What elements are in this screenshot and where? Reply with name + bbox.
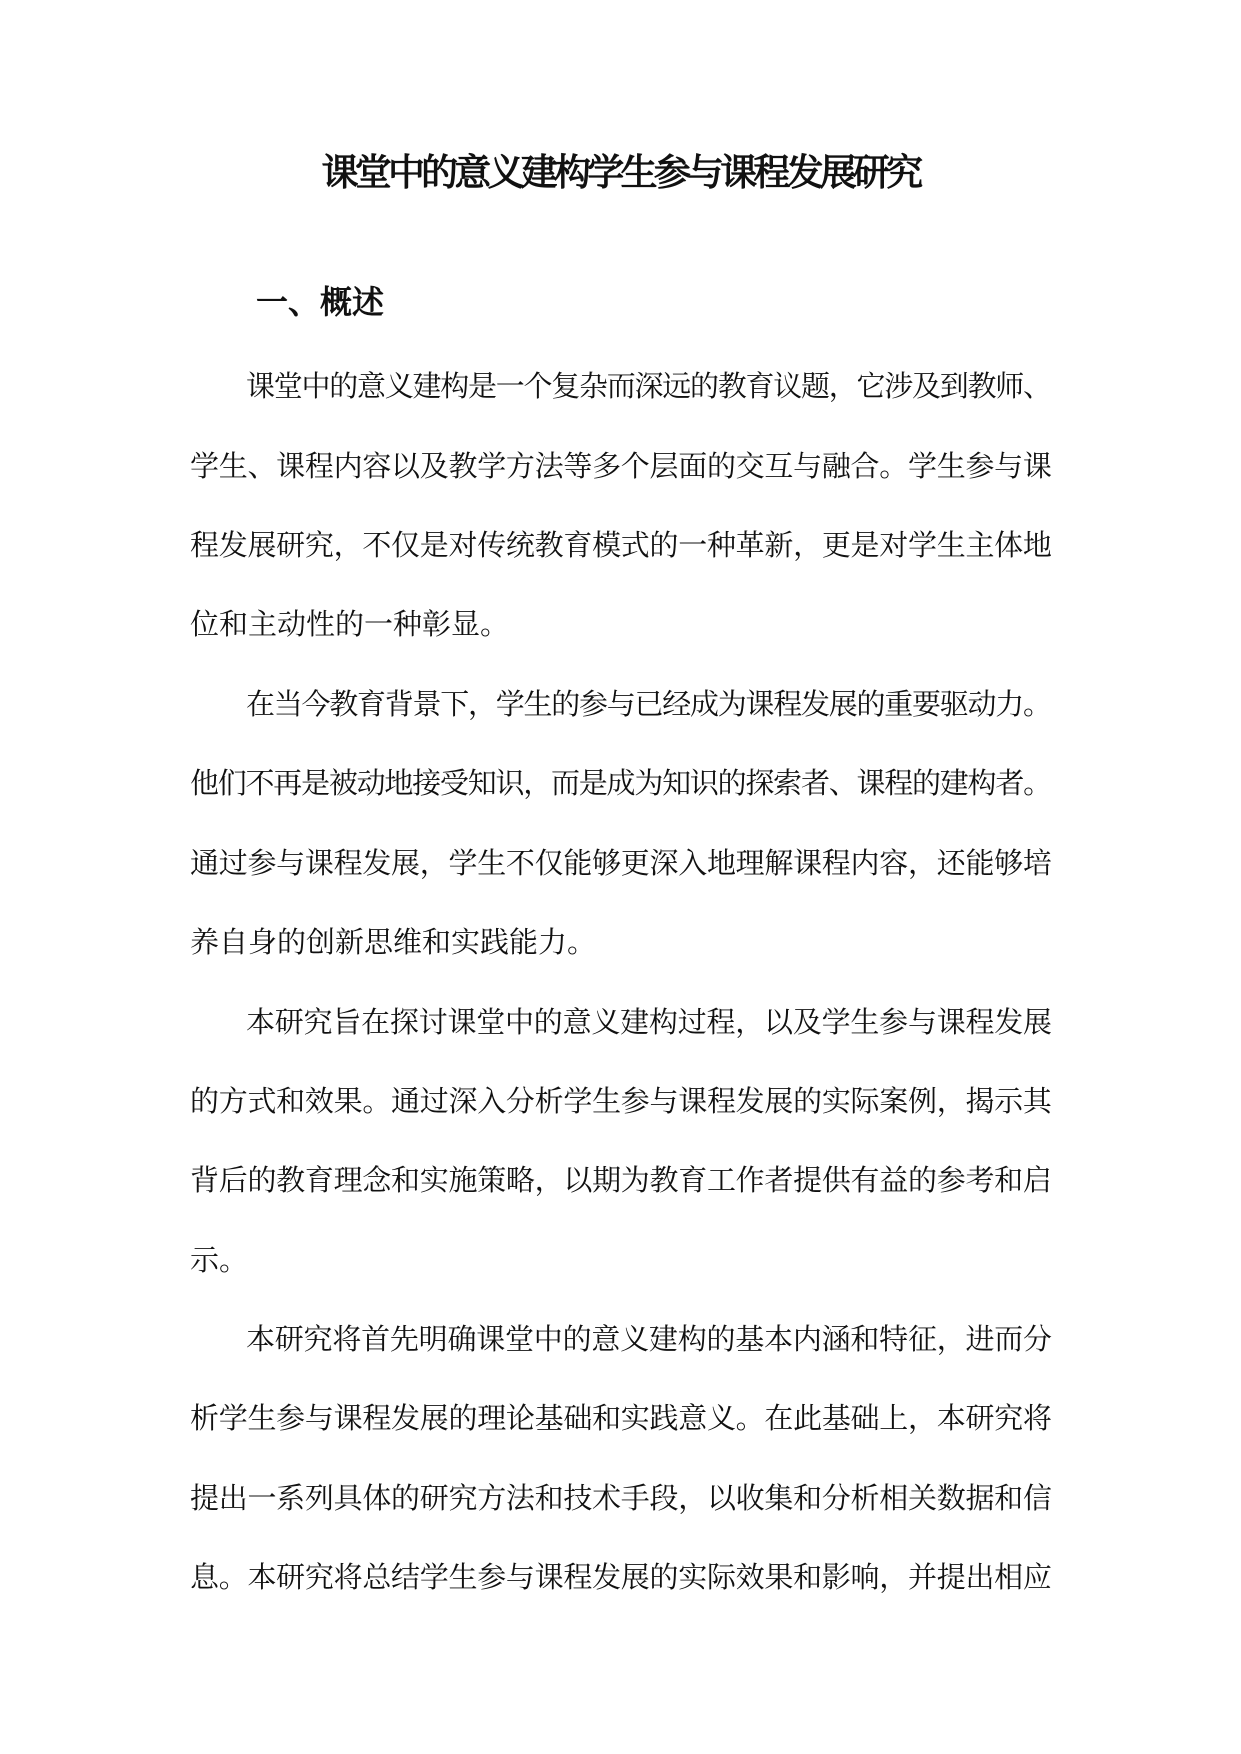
paragraph-line: 在当今教育背景下，学生的参与已经成为课程发展的重要驱动力。 [246,687,1051,721]
paragraph-line: 通过参与课程发展，学生不仅能够更深入地理解课程内容，还能够培 [190,846,1052,880]
paragraph-line: 本研究旨在探讨课堂中的意义建构过程，以及学生参与课程发展 [246,1005,1052,1039]
paragraph-line: 程发展研究，不仅是对传统教育模式的一种革新，更是对学生主体地 [190,528,1052,562]
paragraph-line: 课堂中的意义建构是一个复杂而深远的教育议题，它涉及到教师、 [246,369,1051,403]
paragraph-line: 本研究将首先明确课堂中的意义建构的基本内涵和特征，进而分 [246,1322,1052,1356]
paragraph-line: 背后的教育理念和实施策略，以期为教育工作者提供有益的参考和启 [190,1163,1052,1197]
paragraph-line: 示。 [190,1243,249,1277]
paragraph-line: 养自身的创新思维和实践能力。 [190,925,597,959]
paragraph-line: 析学生参与课程发展的理论基础和实践意义。在此基础上，本研究将 [190,1401,1052,1435]
paragraph-line: 他们不再是被动地接受知识，而是成为知识的探索者、课程的建构者。 [190,766,1051,800]
document-title: 课堂中的意义建构学生参与课程发展研究 [321,151,920,194]
paragraph-line: 学生、课程内容以及教学方法等多个层面的交互与融合。学生参与课 [190,449,1052,483]
section-heading: 一、概述 [256,283,385,321]
paragraph-line: 息。本研究将总结学生参与课程发展的实际效果和影响，并提出相应 [190,1560,1052,1594]
paragraph-line: 位和主动性的一种彰显。 [190,607,510,641]
paragraph-line: 提出一系列具体的研究方法和技术手段，以收集和分析相关数据和信 [190,1481,1052,1515]
paragraph-line: 的方式和效果。通过深入分析学生参与课程发展的实际案例，揭示其 [190,1084,1052,1118]
